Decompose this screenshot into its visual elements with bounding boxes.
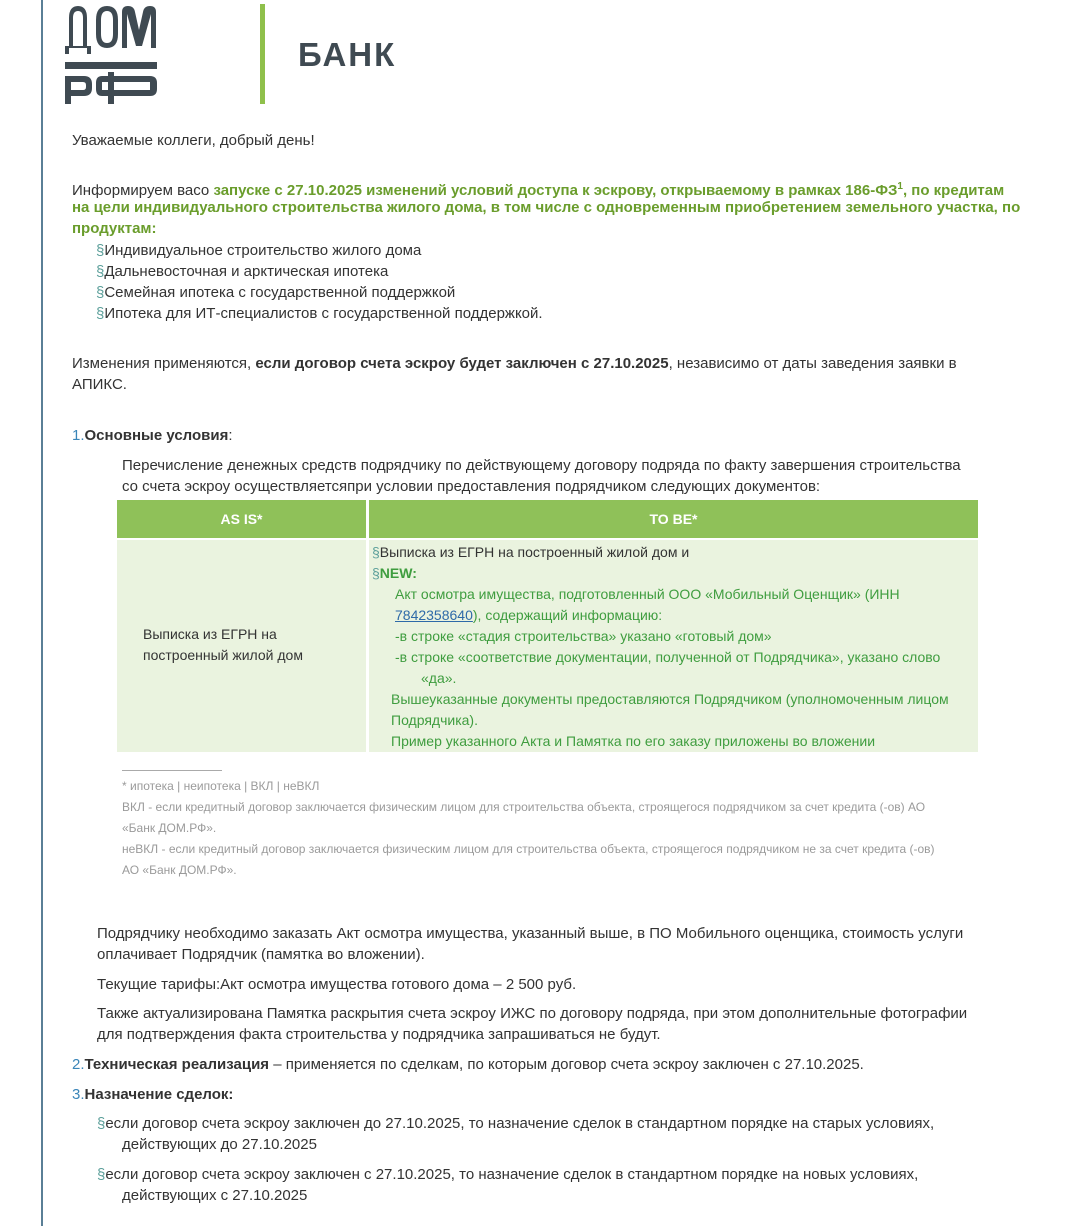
logo-divider [260, 4, 265, 104]
bank-logo [62, 0, 397, 106]
new-label: NEW: [379, 565, 417, 581]
section-3-bullet-1: §если договор счета эскроу заключен до 27.10.2025, то назначение сделок в стандартном порядке на старых условиях, [97, 1115, 935, 1132]
footnote-marker: 1 [897, 181, 903, 192]
paragraph-1-line-1: Подрядчику необходимо заказать Акт осмотра имущества, указанный выше, в ПО Мобильного оценщика, стоимость услуги [97, 925, 964, 942]
greeting: Уважаемые коллеги, добрый день! [72, 132, 315, 149]
section-mark-icon: § [96, 284, 105, 301]
section-1-heading: 1.Основные условия: [72, 427, 233, 444]
section-number: 2. [72, 1056, 85, 1073]
section-title: Техническая реализация [84, 1056, 270, 1073]
changes-highlight: если договор счета эскроу будет заключен с 27.10.2025 [255, 355, 669, 372]
footnote-2: ВКЛ - если кредитный договор заключается физическим лицом для строительства объекта, строящегося подрядчиком за счет кредита (-ов) АО [122, 800, 926, 814]
paragraph-1-line-2: оплачивает Подрядчик (памятка во вложении). [97, 946, 425, 963]
inn-link[interactable]: 7842358640 [395, 607, 473, 623]
paragraph-tariffs: Текущие тарифы:Акт осмотра имущества готового дома – 2 500 руб. [97, 976, 577, 993]
intro-line-3: продуктам: [72, 220, 157, 237]
section-3-bullet-2-cont: действующих с 27.10.2025 [122, 1187, 308, 1204]
table-header-to-be: TO BE* [369, 500, 978, 538]
section-title: Основные условия [84, 427, 229, 444]
table-header-as-is: AS IS* [117, 500, 366, 538]
list-item: §Ипотека для ИТ-специалистов с государственной поддержкой. [96, 305, 543, 322]
conditions-table [117, 500, 978, 752]
section-mark-icon: § [97, 1166, 106, 1183]
section-mark-icon: § [372, 544, 380, 560]
changes-line-2: АПИКС. [72, 376, 127, 393]
section-title: Назначение сделок: [84, 1086, 234, 1103]
section-mark-icon: § [96, 242, 105, 259]
section-3-bullet-2: §если договор счета эскроу заключен с 27.10.2025, то назначение сделок в стандартном порядке на новых условиях, [97, 1166, 919, 1183]
paragraph-3-line-2: для подтверждения факта строительства у подрядчика запрашиваться не будут. [97, 1026, 661, 1043]
left-border-line [41, 0, 43, 1226]
intro-highlight-1: запуске с 27.10.2025 изменений условий доступа к эскрову, открываемому в рамках 186-ФЗ [213, 182, 898, 199]
section-mark-icon: § [372, 565, 380, 581]
to-be-text: §Выписка из ЕГРН на построенный жилой дом и §NEW: Акт осмотра имущества, подготовленный ООО «Мобильный Оценщик» (ИНН 7842358640), содержащий информацию: -в строке «стадия строительства» указано «готовый дом» -в строке «соответствие документации, полученной от Подрядчика», указано слово «да». Вышеуказанные документы предоставляются Подрядчиком (уполномоченным лицом Подрядчика). Пример указанного Акта и Памятка по его заказу приложены во вложении [372, 544, 949, 749]
intro-highlight-1-end: , по кредитам [902, 182, 1005, 199]
section-mark-icon: § [96, 305, 105, 322]
intro-line-2: на цели индивидуального строительства жилого дома, в том числе с одновременным приобретением земельного участка, по [72, 199, 1021, 216]
section-mark-icon: § [96, 263, 105, 280]
list-item: §Семейная ипотека с государственной поддержкой [96, 284, 456, 301]
footnote-divider [122, 770, 222, 771]
section-3-heading [72, 1084, 233, 1105]
footnote-3-cont: АО «Банк ДОМ.РФ». [122, 863, 237, 877]
logo-bank-text: БАНК [298, 36, 397, 73]
footnote-1: * ипотека | неипотека | ВКЛ | неВКЛ [122, 779, 320, 793]
list-item: §Дальневосточная и арктическая ипотека [96, 263, 389, 280]
table-cell-to-be [369, 540, 978, 752]
changes-line-1: Изменения применяются, если договор счета эскроу будет заключен с 27.10.2025, независимо от даты заведения заявки в [72, 355, 957, 372]
footnote-2-cont: «Банк ДОМ.РФ». [122, 821, 217, 835]
table-cell-as-is [117, 540, 366, 752]
section-1-desc-1: Перечисление денежных средств подрядчику по действующему договору подряда по факту завершения строительства [122, 457, 961, 474]
paragraph-3-line-1: Также актуализирована Памятка раскрытия счета эскроу ИЖС по договору подряда, при этом дополнительные фотографии [97, 1005, 968, 1022]
intro-prefix: Информируем васо [72, 182, 214, 199]
list-item: §Индивидуальное строительство жилого дома [96, 242, 422, 259]
section-mark-icon: § [97, 1115, 106, 1132]
as-is-text: Выписка из ЕГРН на построенный жилой дом [143, 626, 303, 663]
section-3-bullet-1-cont: действующих до 27.10.2025 [122, 1136, 317, 1153]
section-1-desc-2: со счета эскроу осуществляетсяпри условии предоставления подрядчиком следующих документов: [122, 478, 821, 495]
footnote-3: неВКЛ - если кредитный договор заключается физическим лицом для строительства объекта, строящегося подрядчиком не за счет кредита (-ов) [122, 842, 935, 856]
product-list [96, 240, 543, 324]
dom-rf-logo-mark [62, 0, 160, 106]
section-number: 3. [72, 1086, 85, 1103]
section-2: 2.Техническая реализация – применяется по сделкам, по которым договор счета эскроу заключен с 27.10.2025. [72, 1056, 864, 1073]
section-number: 1. [72, 427, 85, 444]
